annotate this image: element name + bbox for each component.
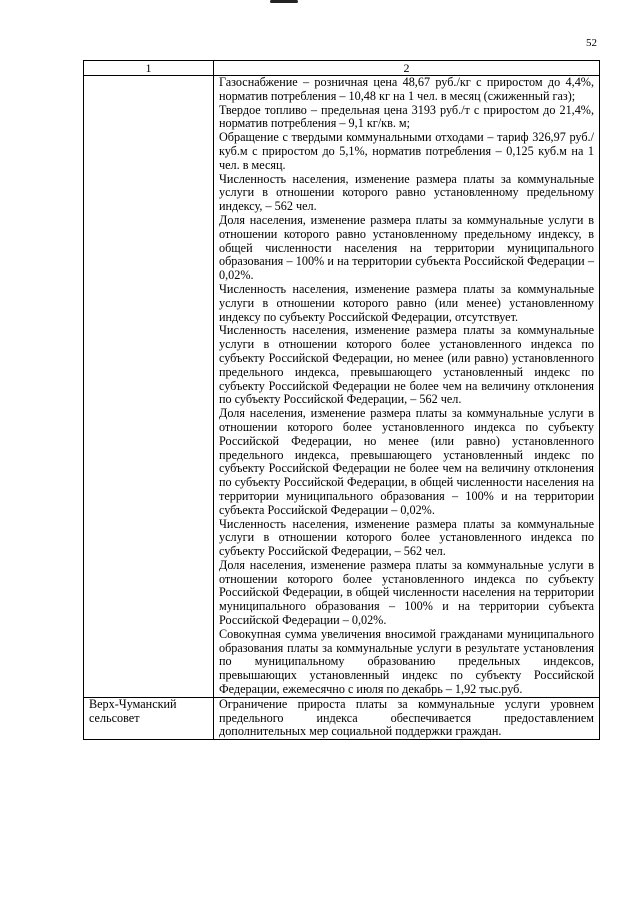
paragraph-population-equal-limit: Численность населения, изменение размера платы за коммунальные услуги в отношении которого равно установленному предельному индексу, – 562 чел. (219, 171, 594, 214)
paragraph-population-above-index-within-deviation: Численность населения, изменение размера платы за коммунальные услуги в отношении которого более установленного индекса по субъекту Российской Федерации, но менее (или равно) установленного предельного индекса, превышающего установленный индекс по субъекту Российской Федерации не более чем на величину отклонения по субъекту Российской Федерации, – 562 чел. (219, 323, 594, 407)
document-table (83, 60, 600, 740)
column-header-2: 2 (214, 61, 600, 76)
paragraph-gas-supply: Газоснабжение – розничная цена 48,67 руб./кг с приростом до 4,4%, норматив потребления – 10,48 кг на 1 чел. в месяц (сжиженный газ); (219, 75, 594, 103)
region-cell: Верх-Чуманский сельсовет (84, 697, 214, 739)
paragraph-population-above-index: Численность населения, изменение размера платы за коммунальные услуги в отношении которого более установленного индекса по субъекту Российской Федерации, – 562 чел. (219, 516, 594, 559)
paragraph-share-above-index: Доля населения, изменение размера платы за коммунальные услуги в отношении которого более установленного индекса по субъекту Российской Федерации, в общей численности населения на территории муниципального образования – 100% и на территории субъекта Российской Федерации – 0,02%. (219, 557, 594, 628)
region-cell (84, 76, 214, 698)
table-row (84, 697, 600, 739)
paragraph-share-equal-limit: Доля населения, изменение размера платы за коммунальные услуги в отношении которого равно установленному предельному индексу, в общей численности населения на территории муниципального образования – 100% и на территории субъекта Российской Федерации – 0,02%. (219, 212, 594, 283)
page-number: 52 (586, 37, 597, 49)
column-header-1: 1 (84, 61, 214, 76)
paragraph-solid-fuel: Твердое топливо – предельная цена 3193 руб./т с приростом до 21,4%, норматив потребления – 9,1 кг/кв. м; (219, 102, 594, 131)
scan-mark (270, 0, 298, 3)
paragraph-total-increase: Совокупная сумма увеличения вносимой гражданами муниципального образования платы за коммунальные услуги в результате установления по муниципальному образованию предельных индексов, превышающих установленный индекс по субъекту Российской Федерации, ежемесячно с июля по декабрь – 1,92 тыс.руб. (219, 626, 594, 697)
table-row (84, 76, 600, 698)
description-cell (214, 76, 600, 698)
table-header-row (84, 61, 600, 76)
description-cell (214, 697, 600, 739)
paragraph-waste: Обращение с твердыми коммунальными отходами – тариф 326,97 руб./куб.м с приростом до 5,1%, норматив потребления – 0,125 куб.м на 1 чел. в месяц. (219, 130, 594, 172)
paragraph-share-above-index-within-deviation: Доля населения, изменение размера платы за коммунальные услуги в отношении которого более установленного индекса по субъекту Российской Федерации, но менее (или равно) установленного предельного индекса, превышающего установленный индекс по субъекту Российской Федерации не более чем на величину отклонения по субъекту Российской Федерации, в общей численности населения на территории муниципального образования – 100% и на территории субъекта Российской Федерации – 0,02%. (219, 406, 594, 517)
paragraph-population-below-index: Численность населения, изменение размера платы за коммунальные услуги в отношении которого равно (или менее) установленному индексу по субъекту Российской Федерации, отсутствует. (219, 281, 594, 324)
paragraph-support-measures: Ограничение прироста платы за коммунальные услуги уровнем предельного индекса обеспечивается предоставлением дополнительных мер социальной поддержки граждан. (219, 696, 594, 739)
